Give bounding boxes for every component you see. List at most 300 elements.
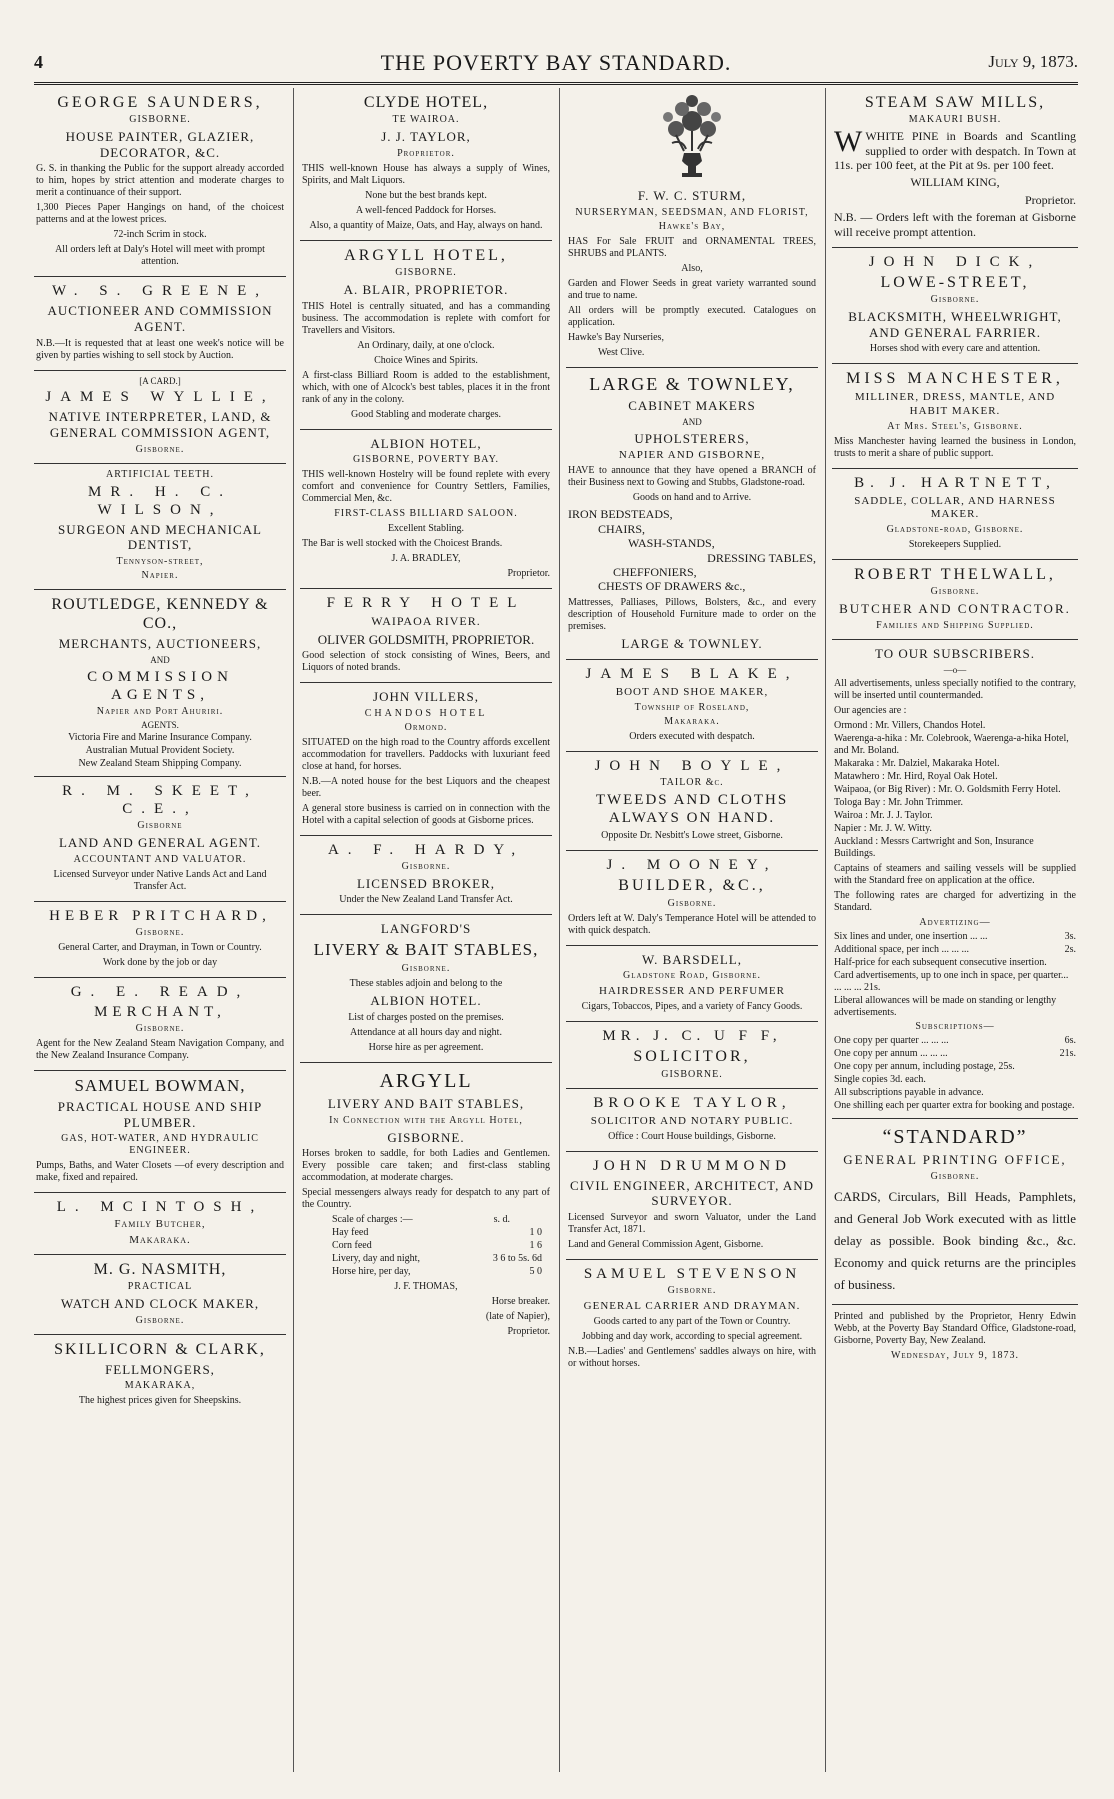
charge-value: 1 0 (529, 1227, 542, 1239)
ad-name: B. J. HARTNETT, (854, 474, 1056, 491)
ad-read (34, 978, 286, 1071)
furniture-item: CHESTS OF DRAWERS &c., (598, 579, 746, 594)
ad-trade: HAIRDRESSER AND PERFUMER (599, 985, 785, 998)
ad-text: Choice Wines and Spirits. (374, 354, 478, 366)
ad-name: MR. J. C. U F F, (602, 1028, 782, 1045)
ad-proprietor: J. A. BRADLEY, (391, 553, 461, 565)
ad-skeet (34, 777, 286, 902)
charge-value: 3 6 to 5s. 6d (492, 1253, 542, 1265)
ad-town: Napier and Port Ahuriri. (96, 705, 224, 717)
ad-trade: WATCH AND CLOCK MAKER, (60, 1296, 260, 1312)
furniture-item: IRON BEDSTEADS, (568, 507, 673, 522)
ad-trade: GENERAL PRINTING OFFICE, (843, 1152, 1067, 1168)
ad-mcintosh (34, 1193, 286, 1254)
charges-units: s. d. (493, 1214, 510, 1226)
ad-text: CARDS, Circulars, Bill Heads, Pamphlets, and General Job Work executed with as little delay as possible. Book binding &c., &c. Economy and quick returns are the principles of business. (834, 1189, 1076, 1293)
ad-text: Horses broken to saddle, for both Ladies and Gentlemen. Every possible care taken; and first-class stabling accommodation, at moderate charges. (302, 1148, 550, 1184)
rate-note: Card advertisements, up to one inch in space, per quarter... ... ... ... 21s. (834, 970, 1069, 994)
furniture-item: CHAIRS, (598, 521, 646, 536)
ad-name: M. G. NASMITH, (93, 1260, 227, 1278)
subscriptions-heading: Subscriptions— (915, 1021, 995, 1033)
ad-text: (late of Napier), (485, 1311, 550, 1323)
ad-langford (300, 915, 552, 1063)
charge-row (332, 1266, 550, 1278)
ad-place: MAKAURI BUSH. (908, 114, 1002, 126)
ad-text: Australian Mutual Provident Society. (85, 745, 235, 757)
ad-text: THIS well-known Hostelry will be found replete with every comfort and convenience for Country Settlers, Families, Commercial Men, &c. (302, 469, 550, 505)
ad-town: Napier. (141, 569, 179, 581)
masthead-rule (34, 82, 1078, 85)
ad-text: Good Stabling and moderate charges. (350, 408, 502, 420)
ad-bowman (34, 1071, 286, 1194)
ad-albion-hotel (300, 430, 552, 590)
ad-text: AND (150, 654, 170, 665)
charges-title: Scale of charges :— (332, 1214, 413, 1226)
ad-sturm (566, 88, 818, 368)
ad-trade: BUTCHER AND CONTRACTOR. (839, 601, 1071, 617)
ad-name: A. F. HARDY, (327, 841, 525, 858)
ad-name: SKILLICORN & CLARK, (54, 1340, 266, 1358)
ad-town: Ormond. (404, 721, 448, 733)
ad-text: Mattresses, Palliases, Pillows, Bolsters, &c., and every description of Household Furniture made to order on the premises. (568, 596, 816, 632)
ad-name: W. S. GREENE, (51, 283, 269, 300)
ad-text: Hawke's Bay Nurseries, (568, 331, 664, 343)
ad-trade: SADDLE, COLLAR, AND HARNESS MAKER. (854, 494, 1056, 521)
ad-dick (832, 248, 1078, 364)
ad-town: Gisborne (137, 820, 183, 832)
ad-place: Gladstone-road, Gisborne. (886, 524, 1024, 536)
ad-barsdell (566, 946, 818, 1023)
ad-steam-saw-mills (832, 88, 1078, 248)
ad-name: JOHN DRUMMOND (593, 1157, 791, 1174)
ad-place: Township of Roseland, (634, 702, 750, 714)
ad-text: Office : Court House buildings, Gisborne. (608, 1130, 776, 1142)
ad-town: Hawke's Bay, (658, 220, 726, 232)
ad-name: SAMUEL BOWMAN, (74, 1075, 246, 1095)
ad-street: Tennyson-street, (116, 555, 204, 567)
ad-text: A first-class Billiard Room is added to the establishment, which, with one of Alcock's best tables, places it in the front rank of any in the colony. (302, 369, 550, 405)
ad-hotel: CHANDOS HOTEL (364, 707, 488, 719)
ad-trade: LIVERY & BAIT STABLES, (313, 939, 539, 959)
ad-place: At Mrs. Steel's, Gisborne. (887, 420, 1023, 432)
furniture-list (568, 507, 816, 593)
ad-text: Work done by the job or day (102, 956, 218, 968)
ad-trade: FELLMONGERS, (105, 1361, 215, 1377)
ad-trade: SURGEON AND MECHANICAL DENTIST, (57, 521, 262, 553)
agency-item: Makaraka : Mr. Dalziel, Makaraka Hotel. (834, 758, 1000, 770)
ad-saunders (34, 88, 286, 277)
ad-town: Gisborne. (667, 897, 717, 909)
charge-row (332, 1240, 550, 1252)
ad-text: 1,300 Pieces Paper Hangings on hand, of the choicest patterns and at the lowest prices. (36, 202, 284, 226)
agency-item: Napier : Mr. J. W. Witty. (834, 823, 932, 835)
ad-hardy (300, 836, 552, 916)
ad-heading: ARTIFICIAL TEETH. (105, 468, 215, 480)
ad-name: BROOKE TAYLOR, (593, 1094, 791, 1111)
rate-value: 6s. (1064, 1035, 1076, 1047)
ad-ferry-hotel (300, 589, 552, 683)
imprint-date: Wednesday, July 9, 1873. (890, 1350, 1020, 1362)
ad-town: Gisborne. (135, 1314, 185, 1326)
ad-text: Pumps, Baths, and Water Closets —of every description and make, fixed and repaired. (36, 1160, 284, 1184)
ad-text: G. S. in thanking the Public for the support already accorded to him, hopes by strict attention and moderate charges to merit a continuance of their support. (36, 163, 284, 199)
ad-text: Victoria Fire and Marine Insurance Company. (68, 732, 252, 744)
ad-text: In Connection with the Argyll Hotel, (329, 1114, 523, 1126)
ad-text: THIS well-known House has always a supply of Wines, Spirits, and Malt Liquors. (302, 162, 550, 186)
ad-trade: PRACTICAL (127, 1281, 193, 1293)
ad-text: These stables adjoin and belong to the (349, 978, 503, 990)
ad-brooke-taylor (566, 1089, 818, 1152)
ad-text: Agent for the New Zealand Steam Navigation Company, and the New Zealand Insurance Company. (36, 1037, 284, 1061)
rate-row (834, 931, 1076, 943)
ad-text: N.B.—Ladies' and Gentlemens' saddles always on hire, with or without horses. (568, 1346, 816, 1370)
charges-table (302, 1214, 550, 1278)
ad-trade: GENERAL CARRIER AND DRAYMAN. (583, 1300, 801, 1313)
ad-text: Attendance at all hours day and night. (350, 1026, 502, 1038)
ad-trade: NATIVE INTERPRETER, LAND, & GENERAL COMMISSION AGENT, (48, 409, 272, 440)
charge-value: 5 0 (529, 1266, 542, 1278)
newspaper-title: THE POVERTY BAY STANDARD. (380, 50, 732, 75)
ad-cuff (566, 1022, 818, 1088)
agency-item: Ormond : Mr. Villers, Chandos Hotel. (834, 720, 986, 732)
ad-text: General Carter, and Drayman, in Town or Country. (58, 941, 262, 953)
ad-boyle (566, 752, 818, 851)
ad-text: N.B. — Orders left with the foreman at Gisborne will receive prompt attention. (834, 210, 1076, 239)
ad-text: The following rates are charged for advertizing in the Standard. (834, 890, 1076, 914)
ad-text: 72-inch Scrim in stock. (113, 229, 207, 241)
ad-text: Orders left at W. Daly's Temperance Hotel will be attended to with quick despatch. (568, 912, 816, 936)
ad-town: Gisborne. (930, 1171, 980, 1182)
ad-text: Excellent Stabling. (387, 523, 465, 535)
ad-text: Captains of steamers and sailing vessels will be supplied with the Standard free on application at the office. (834, 863, 1076, 887)
ad-proprietor: WILLIAM KING, (910, 175, 1000, 190)
ad-trade: MERCHANT, (94, 1003, 226, 1020)
ad-town: Gisborne. (667, 1285, 717, 1297)
ad-text: A general store business is carried on in connection with the Hotel with a capital selection of goods at Gisborne prices. (302, 802, 550, 826)
ad-name: JAMES WYLLIE, (45, 389, 275, 406)
column-rule (559, 88, 560, 1772)
ad-text: SITUATED on the high road to the Country affords excellent accommodation for travellers. Paddocks with luxuriant feed close at hand, for horses. (302, 736, 550, 772)
ad-label: [A CARD.] (139, 375, 181, 386)
ad-town: Gisborne. (930, 586, 980, 598)
ad-text: Also, a quantity of Maize, Oats, and Hay, always on hand. (309, 219, 543, 231)
ad-text: N.B.—It is requested that at least one week's notice will be given by parties wishing to sell stock by Auction. (36, 337, 284, 361)
ad-text: Under the New Zealand Land Transfer Act. (339, 894, 513, 906)
ad-place: WAIPAOA RIVER. (371, 614, 481, 629)
ad-trade: LIVERY AND BAIT STABLES, (327, 1095, 525, 1111)
ad-town: NAPIER AND GISBORNE, (618, 449, 766, 462)
charge-label: Corn feed (332, 1240, 372, 1252)
ad-name: ARGYLL (379, 1069, 473, 1092)
ad-trade: ACCOUNTANT AND VALUATOR. (73, 853, 247, 865)
ad-skillicorn (34, 1335, 286, 1416)
ad-name: MR. H. C. WILSON, (88, 483, 232, 518)
ad-wilson (34, 464, 286, 590)
furniture-item: DRESSING TABLES, (707, 550, 816, 565)
issue-date: July 9, 1873. (988, 52, 1078, 71)
rate-note: Liberal allowances will be made on standing or lengthy advertisements. (834, 995, 1057, 1019)
ad-villers (300, 683, 552, 836)
column-3 (566, 88, 818, 1772)
ad-standard-printing-office (832, 1119, 1078, 1305)
ad-trade: CIVIL ENGINEER, ARCHITECT, AND SURVEYOR. (569, 1177, 815, 1209)
ad-town: MAKARAKA, (124, 1380, 196, 1392)
ad-blake (566, 660, 818, 752)
notice-title: TO OUR SUBSCRIBERS. (875, 646, 1035, 662)
ad-trade: MERCHANTS, AUCTIONEERS, (58, 636, 262, 652)
column-1 (34, 88, 286, 1772)
ad-text: Families and Shipping Supplied. (876, 620, 1034, 632)
ad-name: LANGFORD'S (380, 921, 472, 937)
agency-item: Wairoa : Mr. J. J. Taylor. (834, 810, 933, 822)
ad-text: THIS Hotel is centrally situated, and has a commanding business. The accommodation is replete with comfort for Travellers and Visitors. (302, 300, 550, 336)
rate-note: Single copies 3d. each. (834, 1074, 926, 1086)
ad-name: MISS MANCHESTER, (846, 370, 1064, 388)
ad-town: Gisborne. (135, 1022, 185, 1034)
ad-name: L. MCINTOSH, (56, 1199, 264, 1216)
ad-name: F. W. C. STURM, (637, 188, 747, 203)
ad-text: Licensed Surveyor and sworn Valuator, under the Land Transfer Act, 1871. (568, 1212, 816, 1236)
ad-text: A well-fenced Paddock for Horses. (355, 204, 497, 216)
ad-text: Special messengers always ready for despatch to any part of the Country. (302, 1187, 550, 1211)
ad-name: CLYDE HOTEL, (363, 94, 489, 111)
ad-pritchard (34, 902, 286, 978)
ad-trade: LICENSED BROKER, (356, 875, 496, 891)
column-rule (293, 88, 294, 1772)
ad-text: Horse hire as per agreement. (368, 1041, 484, 1053)
rate-row (834, 944, 1076, 956)
ad-trade: BOOT AND SHOE MAKER, (615, 686, 769, 699)
ad-trade: BUILDER, &C., (618, 877, 766, 895)
rate-value: 2s. (1064, 944, 1076, 956)
ad-town: Gisborne. (401, 860, 451, 872)
ad-name: G. E. READ, (70, 983, 250, 1000)
notice-subscribers (832, 640, 1078, 1119)
ad-text: Good selection of stock consisting of Wines, Beers, and Liquors of noted brands. (302, 650, 550, 674)
drop-cap: W (834, 125, 863, 159)
charge-row (332, 1253, 550, 1265)
ad-text: The Bar is well stocked with the Choicest Brands. (302, 538, 503, 550)
ad-trade: HOUSE PAINTER, GLAZIER, DECORATOR, &C. (65, 129, 255, 160)
rate-label: Six lines and under, one insertion ... ... (834, 931, 988, 943)
ad-name: HEBER PRITCHARD, (49, 907, 271, 924)
agencies-list (834, 720, 1076, 860)
ad-name: ARGYLL HOTEL, (344, 246, 508, 264)
ad-proprietor: A. BLAIR, PROPRIETOR. (343, 281, 509, 297)
ad-text: ALBION HOTEL. (370, 993, 482, 1009)
rate-note: Half-price for each subsequent consecutive insertion. (834, 957, 1047, 969)
masthead (34, 50, 1078, 78)
advertizing-rates (834, 931, 1076, 1019)
ad-name: J. MOONEY, (606, 857, 778, 874)
ad-town: Gisborne. (135, 443, 185, 455)
ad-trade: AUCTIONEER AND COMMISSION AGENT. (47, 303, 273, 334)
ad-town: GISBORNE. (129, 114, 191, 126)
ad-trade: Family Butcher, (114, 1218, 206, 1231)
ad-text: Goods on hand and to Arrive. (632, 492, 752, 504)
ad-hartnett (832, 469, 1078, 560)
ad-clyde-hotel (300, 88, 552, 241)
ad-town: Gisborne. (135, 926, 185, 938)
ad-name: W. BARSDELL, (642, 951, 742, 967)
ad-text: Storekeepers Supplied. (908, 539, 1002, 551)
agency-item: Waipaoa, (or Big River) : Mr. O. Goldsmith Ferry Hotel. (834, 784, 1061, 796)
charges-header (332, 1214, 550, 1226)
charge-value: 1 6 (529, 1240, 542, 1252)
ad-text: Our agencies are : (834, 705, 907, 717)
furniture-item: CHEFFONIERS, (613, 564, 697, 579)
rate-label: Additional space, per inch ... ... ... (834, 944, 969, 956)
ad-text: Licensed Surveyor under Native Lands Act and Land Transfer Act. (53, 868, 267, 892)
rate-row (834, 1048, 1076, 1060)
rate-label: One copy per quarter ... ... ... (834, 1035, 949, 1047)
ad-name: GEORGE SAUNDERS, (57, 94, 263, 111)
ad-text: Cigars, Tobaccos, Pipes, and a variety of Fancy Goods. (581, 1001, 803, 1013)
column-2 (300, 88, 552, 1772)
ad-town: Gisborne. (401, 963, 451, 975)
ad-text: List of charges posted on the premises. (348, 1011, 504, 1023)
ad-text: Land and General Commission Agent, Gisborne. (568, 1239, 764, 1251)
ad-text: AND (682, 416, 702, 427)
ad-name: LARGE & TOWNLEY, (589, 373, 795, 394)
ad-text: HAVE to announce that they have opened a BRANCH of their Business next to Gowing and Stubbs, Gladstone-road. (568, 465, 816, 489)
rate-note: One copy per annum, including postage, 25s. (834, 1061, 1015, 1073)
rate-label: One copy per annum ... ... ... (834, 1048, 948, 1060)
ad-trade: CABINET MAKERS (628, 398, 756, 414)
ad-town: Makaraka. (129, 1233, 191, 1246)
ad-text: All advertisements, unless specially notified to the contrary, will be inserted until countermanded. (834, 678, 1076, 702)
ad-trade: GAS, HOT-WATER, AND HYDRAULIC ENGINEER. (61, 1133, 259, 1157)
ad-name: JOHN VILLERS, (373, 689, 479, 705)
ad-nasmith (34, 1255, 286, 1335)
ad-label: AGENTS. (141, 719, 179, 730)
ad-name: ROUTLEDGE, KENNEDY & CO., (51, 595, 269, 632)
ad-text: HAS For Sale FRUIT and ORNAMENTAL TREES, SHRUBS and PLANTS. (568, 235, 816, 259)
imprint-text: Printed and published by the Proprietor, Henry Edwin Webb, at the Poverty Bay Standard Office, Gladstone-road, Gisborne, Poverty Bay, New Zealand. (834, 1311, 1076, 1347)
ad-trade: NURSERYMAN, SEEDSMAN, AND FLORIST, (575, 206, 809, 218)
ad-proprietor: J. J. TAYLOR, (381, 129, 471, 145)
ad-drummond (566, 1152, 818, 1260)
ad-text: Garden and Flower Seeds in great variety warranted sound and true to name. (568, 277, 816, 301)
ad-name: ALBION HOTEL, (370, 435, 482, 451)
ad-text: West Clive. (598, 346, 645, 358)
ad-text: All orders will be promptly executed. Catalogues on application. (568, 304, 816, 328)
ad-trade: MILLINER, DRESS, MANTLE, AND HABIT MAKER. (854, 391, 1056, 417)
subscription-rates (834, 1035, 1076, 1112)
ad-street: LOWE-STREET, (880, 273, 1030, 291)
ad-name: STEAM SAW MILLS, (864, 94, 1046, 111)
ad-thelwall (832, 560, 1078, 640)
ad-name: JOHN DICK, (868, 253, 1042, 270)
ad-town: TE WAIROA. (392, 114, 460, 126)
flower-vase-illustration (652, 91, 732, 181)
ad-text: The highest prices given for Sheepskins. (78, 1395, 242, 1407)
ad-text: An Ordinary, daily, at one o'clock. (357, 339, 495, 351)
ad-proprietor: OLIVER GOLDSMITH, PROPRIETOR. (317, 631, 535, 647)
imprint (832, 1305, 1078, 1370)
ad-routledge (34, 590, 286, 778)
ad-text: Goods carted to any part of the Town or Country. (593, 1316, 791, 1328)
ad-text: N.B.—A noted house for the best Liquors and the cheapest beer. (302, 775, 550, 799)
rate-value: 21s. (1059, 1048, 1076, 1060)
ad-text: Opposite Dr. Nesbitt's Lowe street, Gisborne. (601, 830, 783, 842)
ad-signature: LARGE & TOWNLEY. (621, 635, 763, 651)
ad-text: Proprietor. (507, 1326, 550, 1338)
rate-note: One shilling each per quarter extra for booking and postage. (834, 1100, 1075, 1112)
ad-trade: PRACTICAL HOUSE AND SHIP PLUMBER. (57, 1099, 263, 1130)
ad-text: Also, (681, 262, 703, 274)
ad-text: Jobbing and day work, according to special agreement. (581, 1331, 803, 1343)
ad-text: None but the best brands kept. (365, 189, 487, 201)
ad-town: GISBORNE, POVERTY BAY. (352, 454, 500, 466)
ad-trade: TAILOR &c. (660, 777, 724, 789)
agency-item: Waerenga-a-hika : Mr. Colebrook, Waerenga-a-hika Hotel, and Mr. Boland. (834, 733, 1069, 757)
ad-name: ROBERT THELWALL, (854, 566, 1056, 584)
ad-name: FERRY HOTEL (326, 595, 526, 612)
ad-text: Proprietor. (1025, 192, 1076, 207)
charge-label: Hay feed (332, 1227, 369, 1239)
ad-stevenson (566, 1260, 818, 1378)
ad-place: Gladstone Road, Gisborne. (622, 970, 762, 982)
ad-text: New Zealand Steam Shipping Company. (78, 758, 242, 770)
ad-proprietor: J. F. THOMAS, (394, 1281, 458, 1293)
ad-greene (34, 277, 286, 370)
ad-manchester (832, 364, 1078, 469)
column-rule (825, 88, 826, 1772)
ad-text: Horse breaker. (491, 1296, 550, 1308)
ad-trade: COMMISSION AGENTS, (87, 668, 233, 703)
ad-argyll-stables (300, 1063, 552, 1346)
ad-text: Proprietor. (397, 147, 455, 159)
rate-value: 3s. (1064, 931, 1076, 943)
ad-text: Orders executed with despatch. (629, 731, 755, 743)
ad-trade: BLACKSMITH, WHEELWRIGHT, AND GENERAL FARRIER. (848, 309, 1062, 340)
agency-item: Matawhero : Mr. Hird, Royal Oak Hotel. (834, 771, 998, 783)
ad-trade: SOLICITOR AND NOTARY PUBLIC. (590, 1114, 794, 1127)
ad-wyllie (34, 371, 286, 464)
rate-note: All subscriptions payable in advance. (834, 1087, 984, 1099)
ad-mooney (566, 851, 818, 945)
agency-item: Auckland : Messrs Cartwright and Son, Insurance Buildings. (834, 836, 1034, 860)
ad-argyll-hotel (300, 241, 552, 430)
ad-text: WHITE PINE in Boards and Scantling supplied to order with despatch. In Town at 11s. per 100 feet, at the Pit at 9s. per 100 feet. (834, 129, 1076, 172)
ad-name: JAMES BLAKE, (585, 666, 799, 683)
rates-heading: Advertizing— (919, 917, 991, 929)
ad-town: GISBORNE. (387, 1129, 465, 1145)
ad-town: Makaraka. (664, 716, 720, 728)
ad-text: Horses shod with every care and attention. (869, 343, 1041, 355)
ad-text: Proprietor. (507, 568, 550, 580)
agency-item: Tologa Bay : Mr. John Trimmer. (834, 797, 964, 809)
ad-trade: SOLICITOR, (633, 1048, 751, 1066)
charge-row (332, 1227, 550, 1239)
ad-large-townley (566, 368, 818, 661)
charge-label: Livery, day and night, (332, 1253, 420, 1265)
ad-town: Gisborne. (930, 294, 980, 306)
ad-name: SAMUEL STEVENSON (583, 1266, 801, 1283)
ad-text: FIRST-CLASS BILLIARD SALOON. (334, 508, 518, 520)
page-number: 4 (34, 52, 43, 72)
ad-text: Miss Manchester having learned the business in London, trusts to merit a share of public support. (834, 435, 1076, 459)
furniture-item: WASH-STANDS, (628, 536, 715, 551)
ad-name: R. M. SKEET, C.E., (62, 783, 258, 818)
ad-trade: TWEEDS AND CLOTHS ALWAYS ON HAND. (595, 792, 789, 827)
rate-row (834, 1035, 1076, 1047)
ad-trade: UPHOLSTERERS, (634, 430, 750, 446)
ad-name: JOHN BOYLE, (594, 758, 790, 775)
ad-town: GISBORNE. (661, 1068, 723, 1080)
charge-label: Horse hire, per day, (332, 1266, 411, 1278)
